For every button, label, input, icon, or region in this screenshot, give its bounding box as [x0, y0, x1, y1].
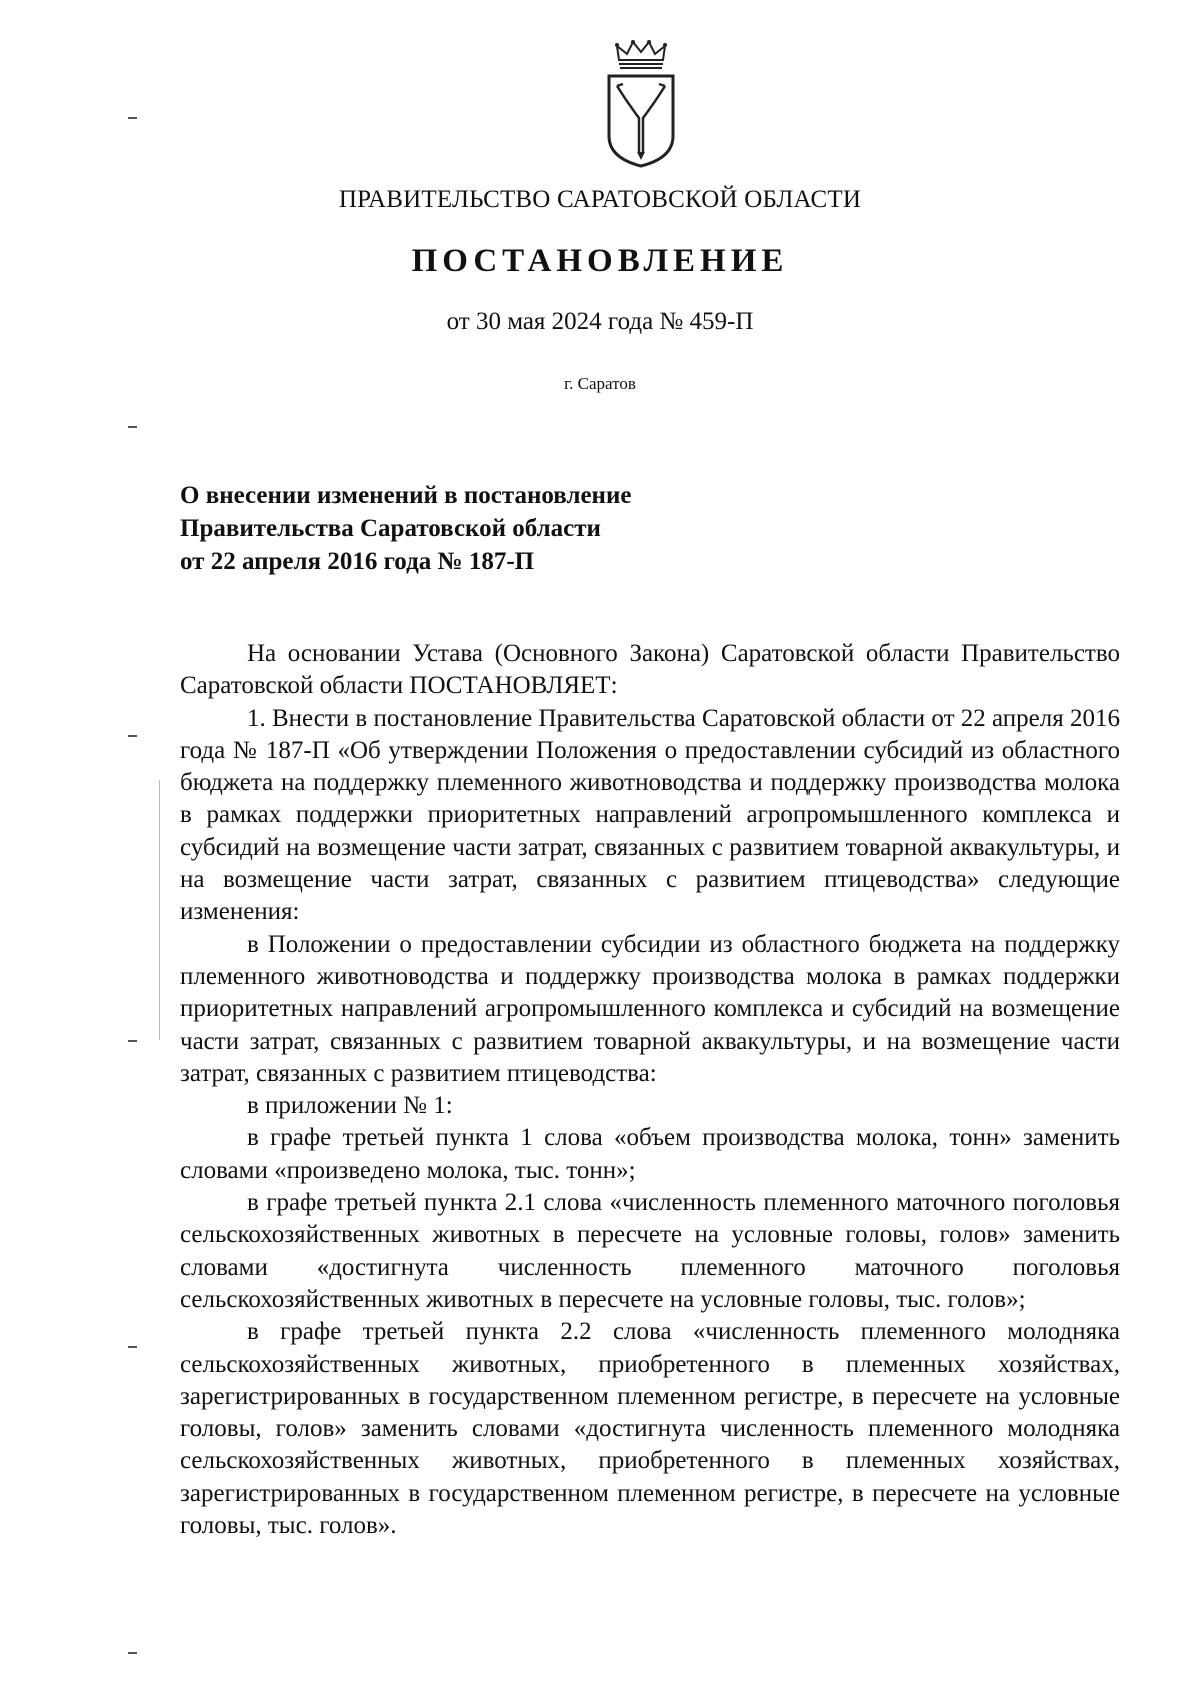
document-type: ПОСТАНОВЛЕНИЕ	[411, 243, 789, 279]
government-name: ПРАВИТЕЛЬСТВО САРАТОВСКОЙ ОБЛАСТИ	[338, 186, 862, 213]
scan-mark	[128, 1346, 137, 1348]
document-subject	[180, 479, 880, 578]
body-paragraph: 1. Внести в постановление Правительства Саратовской области от 22 апреля 2016 года № 187-П «Об утверждении Положения о предоставлении субсидий из областного бюджета на поддержку племенного животноводства и поддержку производства молока в рамках поддержки приоритетных направлений агропромышленного комплекса и субсидий на возмещение части затрат, связанных с развитием товарной аквакультуры, и на возмещение части затрат, связанных с развитием птицеводства» следующие изменения:	[180, 704, 1120, 926]
scan-mark	[128, 735, 137, 737]
subject-line: от 22 апреля 2016 года № 187-П	[180, 548, 535, 575]
subject-line: Правительства Саратовской области	[180, 515, 601, 542]
scan-mark	[128, 117, 137, 119]
body-paragraph: На основании Устава (Основного Закона) Саратовской области Правительство Саратовской области ПОСТАНОВЛЯЕТ:	[180, 640, 1120, 700]
scan-margin-line	[159, 780, 160, 1040]
body-paragraph: в приложении № 1:	[247, 1092, 453, 1120]
subject-line: О внесении изменений в постановление	[180, 482, 632, 509]
document-city: г. Саратов	[564, 374, 636, 393]
body-paragraph: в графе третьей пункта 1 слова «объем производства молока, тонн» заменить словами «произведено молока, тыс. тонн»;	[180, 1124, 1120, 1184]
document-body	[180, 638, 1120, 1542]
scan-mark	[128, 426, 137, 428]
saratov-coat-of-arms-icon	[603, 40, 679, 168]
body-paragraph: в графе третьей пункта 2.1 слова «численность племенного маточного поголовья сельскохозяйственных животных в пересчете на условные головы, голов» заменить словами «достигнута численность племенного маточного поголовья сельскохозяйственных животных в пересчете на условные головы, тыс. голов»;	[180, 1189, 1120, 1313]
document-date-number: от 30 мая 2024 года № 459-П	[446, 308, 754, 335]
body-paragraph: в Положении о предоставлении субсидии из областного бюджета на поддержку племенного животноводства и поддержку производства молока в рамках поддержки приоритетных направлений агропромышленного комплекса и субсидий на возмещение части затрат, связанных с развитием товарной аквакультуры, и на возмещение части затрат, связанных с развитием птицеводства:	[180, 930, 1120, 1087]
scan-mark	[128, 1652, 137, 1654]
body-paragraph: в графе третьей пункта 2.2 слова «численность племенного молодняка сельскохозяйственных животных, приобретенного в племенных хозяйствах, зарегистрированных в государственном племенном регистре, в пересчете на условные головы, голов» заменить словами «достигнута численность племенного молодняка сельскохозяйственных животных, приобретенного в племенных хозяйствах, зарегистрированных в государственном племенном регистре, в пересчете на условные головы, тыс. голов».	[180, 1318, 1120, 1540]
scan-mark	[128, 1040, 137, 1042]
